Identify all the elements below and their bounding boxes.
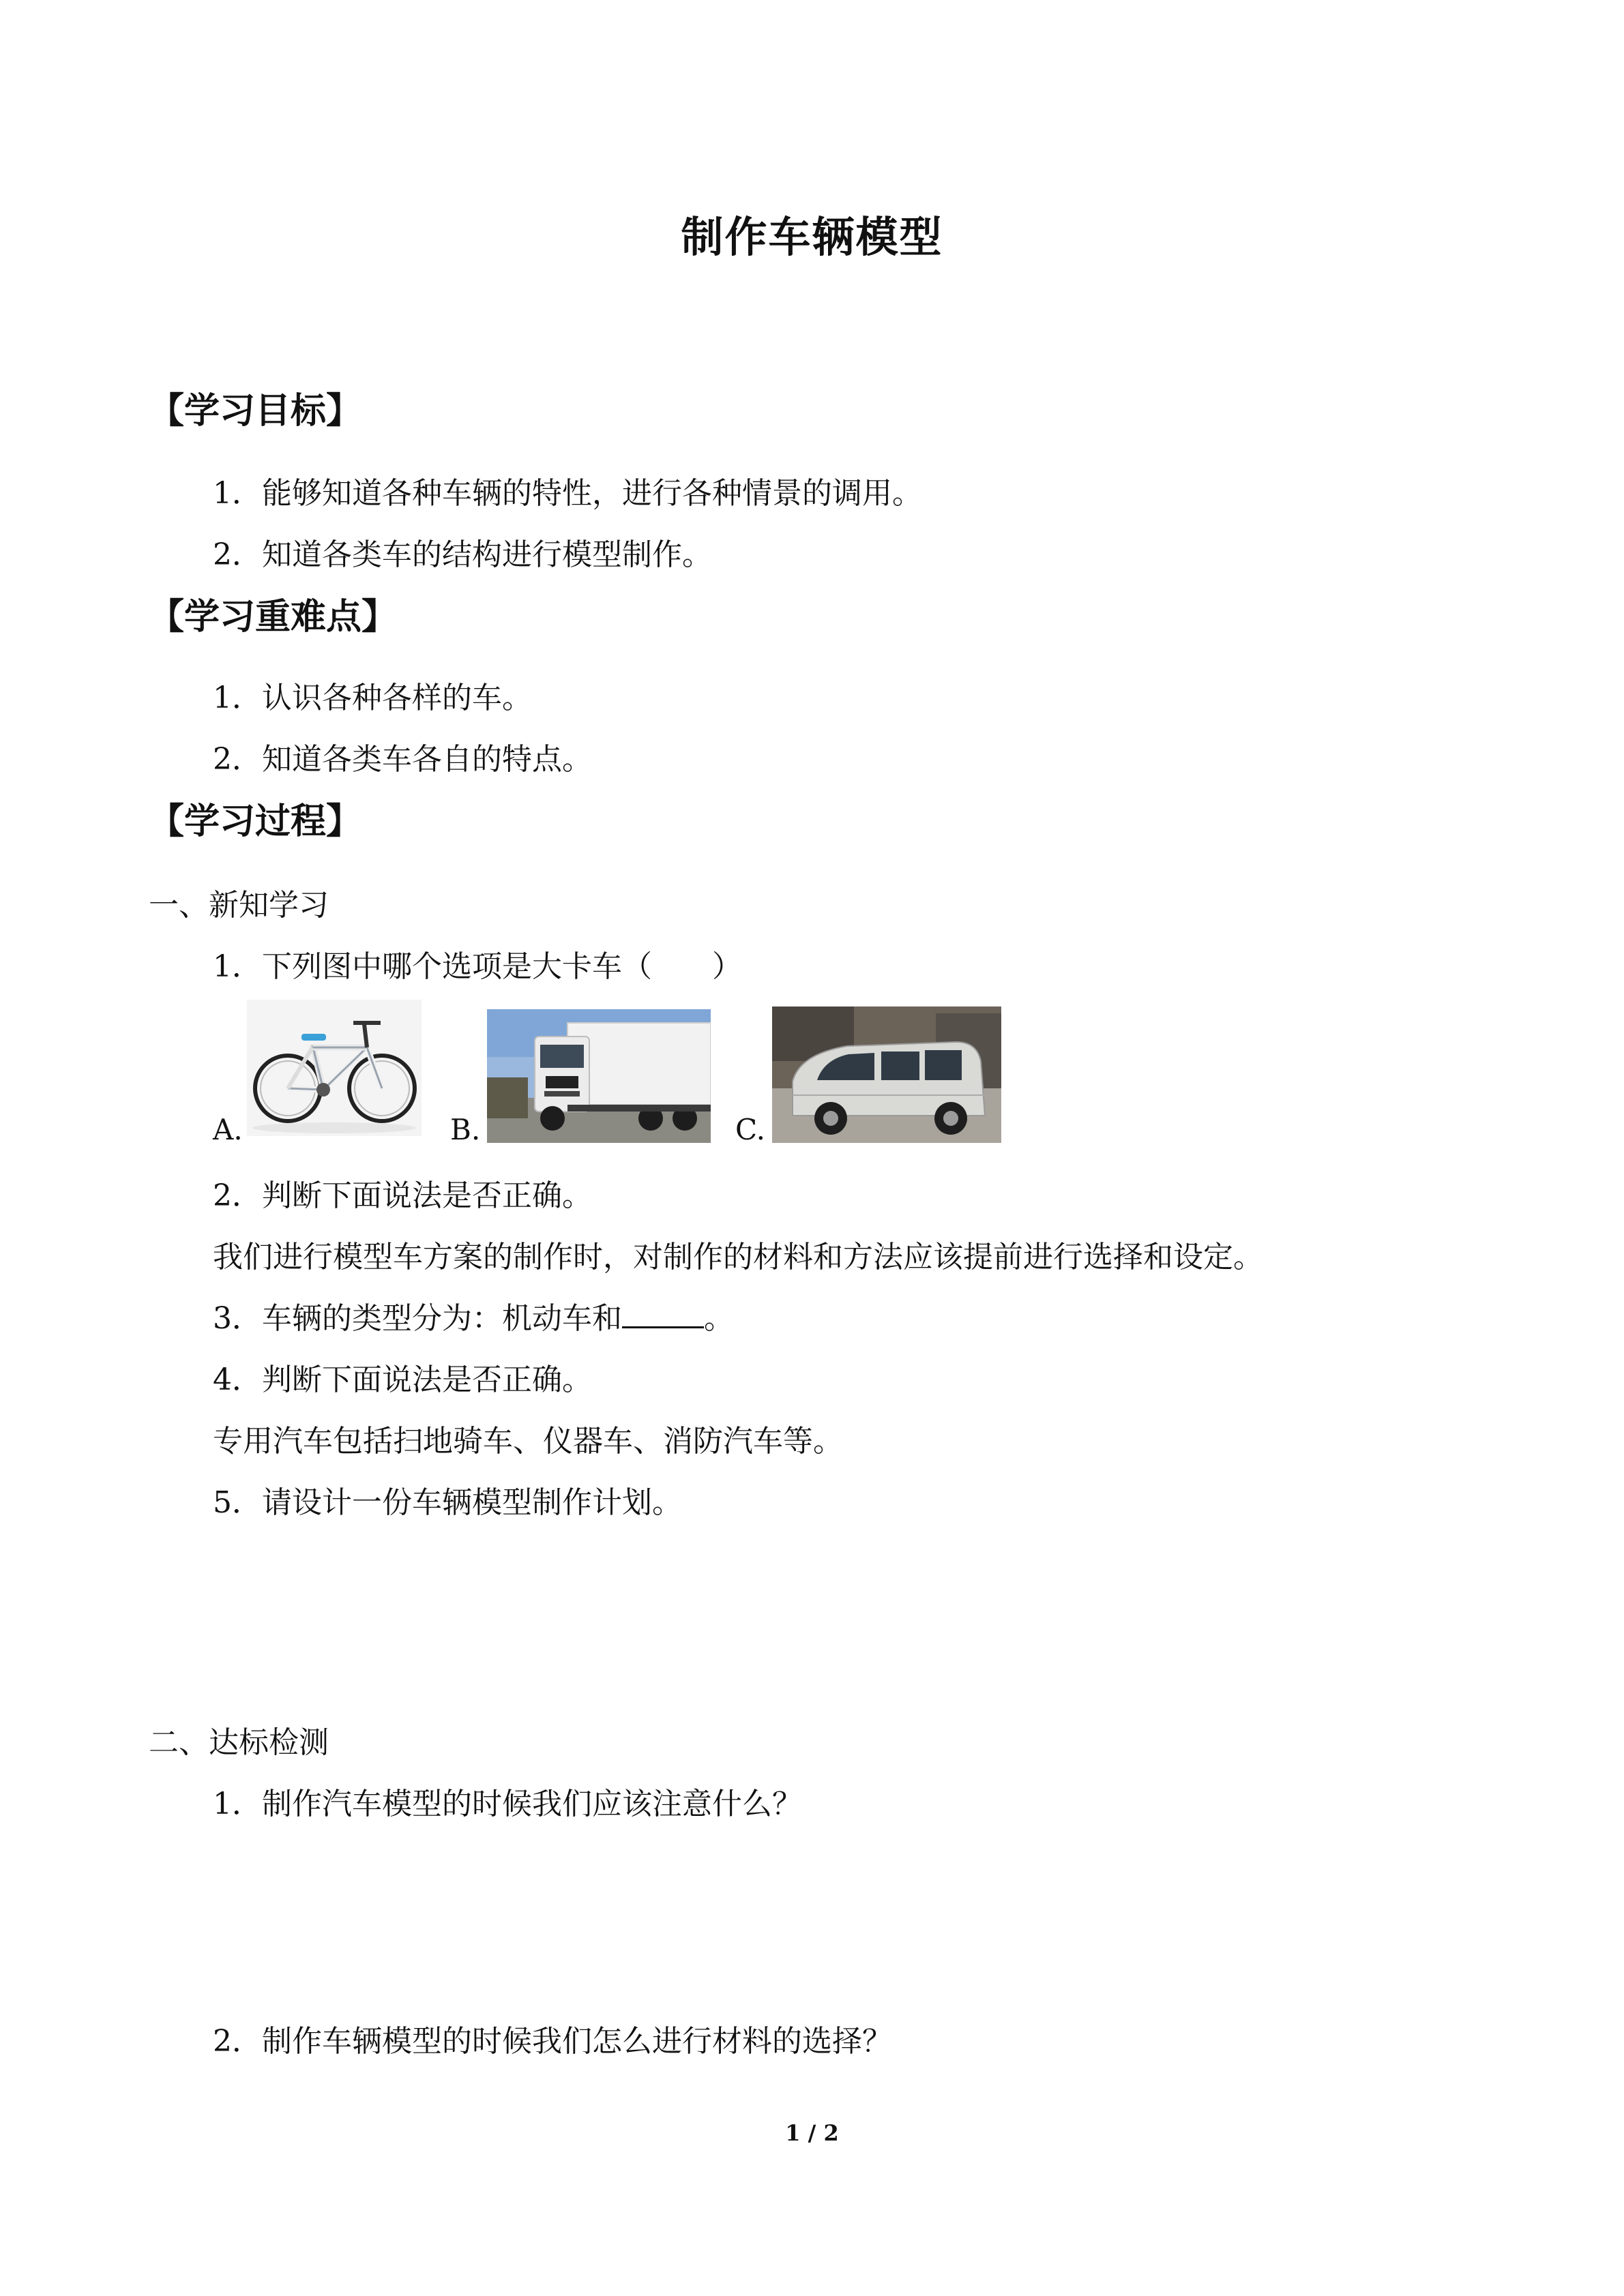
answer-blank[interactable] [622, 1299, 704, 1328]
page-title: 制作车辆模型 [681, 212, 943, 262]
option-c-label: C. [735, 1113, 765, 1146]
key-point-item: 2．知道各类车各自的特点。 [213, 742, 592, 777]
key-points-heading: 【学习重难点】 [149, 597, 398, 638]
question-2-statement: 我们进行模型车方案的制作时，对制作的材料和方法应该提前进行选择和设定。 [213, 1240, 1263, 1274]
question-4-statement: 专用汽车包括扫地骑车、仪器车、消防汽车等。 [213, 1424, 843, 1459]
question-3-text [213, 1298, 734, 1339]
question-1-text: 1．下列图中哪个选项是大卡车（ ） [213, 949, 742, 984]
objective-item: 1．能够知道各种车辆的特性，进行各种情景的调用。 [213, 476, 922, 511]
truck-photo [487, 1009, 711, 1143]
question-3-prefix: 3．车辆的类型分为：机动车和 [213, 1301, 622, 1336]
page-number: 1 / 2 [785, 2120, 839, 2146]
part1-label: 一、新知学习 [149, 888, 329, 923]
question-2-text: 2．判断下面说法是否正确。 [213, 1178, 592, 1213]
bicycle-photo [247, 1000, 422, 1136]
minivan-photo [772, 1007, 1001, 1143]
check-question-2-text: 2．制作车辆模型的时候我们怎么进行材料的选择？ [213, 2024, 892, 2059]
option-a-label: A. [213, 1113, 243, 1146]
option-b-label: B. [450, 1113, 481, 1146]
objective-item: 2．知道各类车的结构进行模型制作。 [213, 537, 712, 572]
question-4-text: 4．判断下面说法是否正确。 [213, 1362, 592, 1397]
check-question-1-text: 1．制作汽车模型的时候我们应该注意什么？ [213, 1787, 802, 1821]
question-5-text: 5．请设计一份车辆模型制作计划。 [213, 1485, 682, 1520]
process-heading: 【学习过程】 [149, 801, 362, 842]
part2-label: 二、达标检测 [149, 1725, 329, 1760]
question-3-suffix: 。 [704, 1301, 734, 1336]
objectives-heading: 【学习目标】 [149, 391, 362, 432]
key-point-item: 1．认识各种各样的车。 [213, 681, 532, 715]
